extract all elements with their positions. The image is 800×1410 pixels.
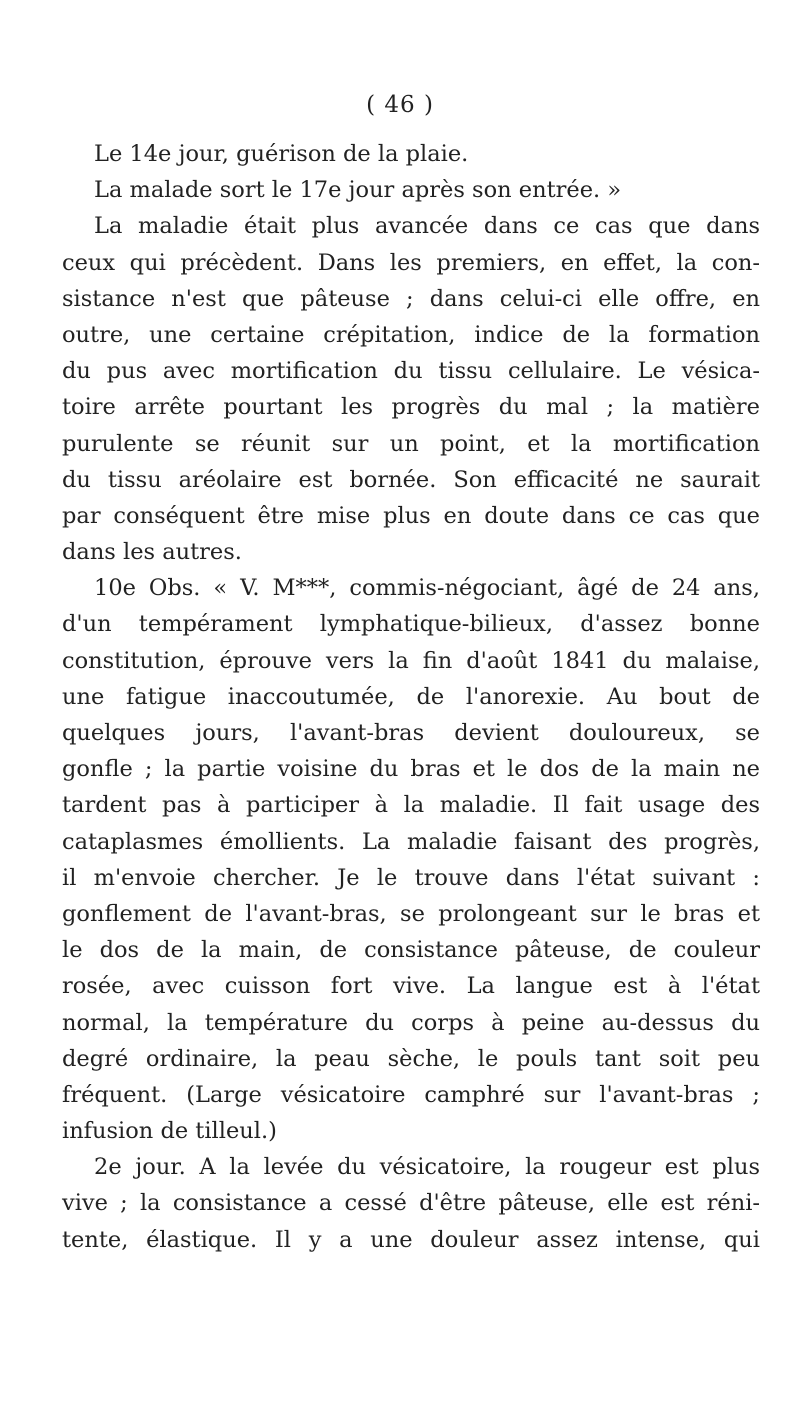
text-line: purulente se réunit sur un point, et la mortification (62, 430, 760, 457)
text-line: 10e Obs. « V. M***, commis-négociant, âgé de 24 ans, (94, 575, 760, 602)
text-line: quelques jours, l'avant-bras devient douloureux, se (62, 720, 760, 746)
text-line: cataplasmes émollients. La maladie faisant des progrès, (62, 828, 760, 855)
text-line: rosée, avec cuisson fort vive. La langue est à l'état (62, 973, 760, 1000)
page-number: ( 46 ) (366, 92, 434, 118)
text-line: le dos de la main, de consistance pâteuse, de couleur (62, 937, 760, 964)
text-line: du pus avec mortification du tissu cellulaire. Le vésica- (62, 358, 760, 385)
text-line: 2e jour. A la levée du vésicatoire, la rougeur est plus (94, 1154, 760, 1181)
text-line: tardent pas à participer à la maladie. Il fait usage des (62, 792, 760, 819)
text-line: sistance n'est que pâteuse ; dans celui-ci elle offre, en (62, 285, 760, 312)
text-line: infusion de tilleul.) (62, 1118, 277, 1145)
text-line: dans les autres. (62, 539, 242, 566)
text-line: par conséquent être mise plus en doute dans ce cas que (62, 502, 760, 529)
text-line: gonflement de l'avant-bras, se prolongeant sur le bras et (62, 900, 760, 927)
text-line: du tissu aréolaire est bornée. Son efficacité ne saurait (62, 466, 760, 493)
text-line: une fatigue inaccoutumée, de l'anorexie. Au bout de (62, 683, 760, 710)
text-line: tente, élastique. Il y a une douleur assez intense, qui (62, 1226, 760, 1253)
text-line: gonfle ; la partie voisine du bras et le dos de la main ne (62, 756, 760, 783)
text-line: La malade sort le 17e jour après son entrée. » (94, 177, 622, 204)
text-line: Le 14e jour, guérison de la plaie. (94, 141, 469, 167)
text-line: degré ordinaire, la peau sèche, le pouls tant soit peu (62, 1045, 760, 1072)
text-line: fréquent. (Large vésicatoire camphré sur l'avant-bras ; (62, 1081, 760, 1108)
text-line: outre, une certaine crépitation, indice de la formation (62, 321, 760, 348)
text-line: il m'envoie chercher. Je le trouve dans l'état suivant : (62, 864, 760, 891)
text-line: ceux qui précèdent. Dans les premiers, en effet, la con- (62, 249, 760, 276)
text-line: d'un tempérament lymphatique-bilieux, d'assez bonne (62, 611, 760, 638)
text-line: constitution, éprouve vers la fin d'août 1841 du malaise, (62, 647, 760, 674)
text-line: normal, la température du corps à peine au-dessus du (62, 1009, 760, 1036)
text-line: La maladie était plus avancée dans ce cas que dans (94, 213, 760, 240)
text-line: toire arrête pourtant les progrès du mal ; la matière (62, 394, 760, 421)
body-text (62, 136, 760, 1258)
text-line: vive ; la consistance a cessé d'être pâteuse, elle est réni- (62, 1190, 760, 1217)
